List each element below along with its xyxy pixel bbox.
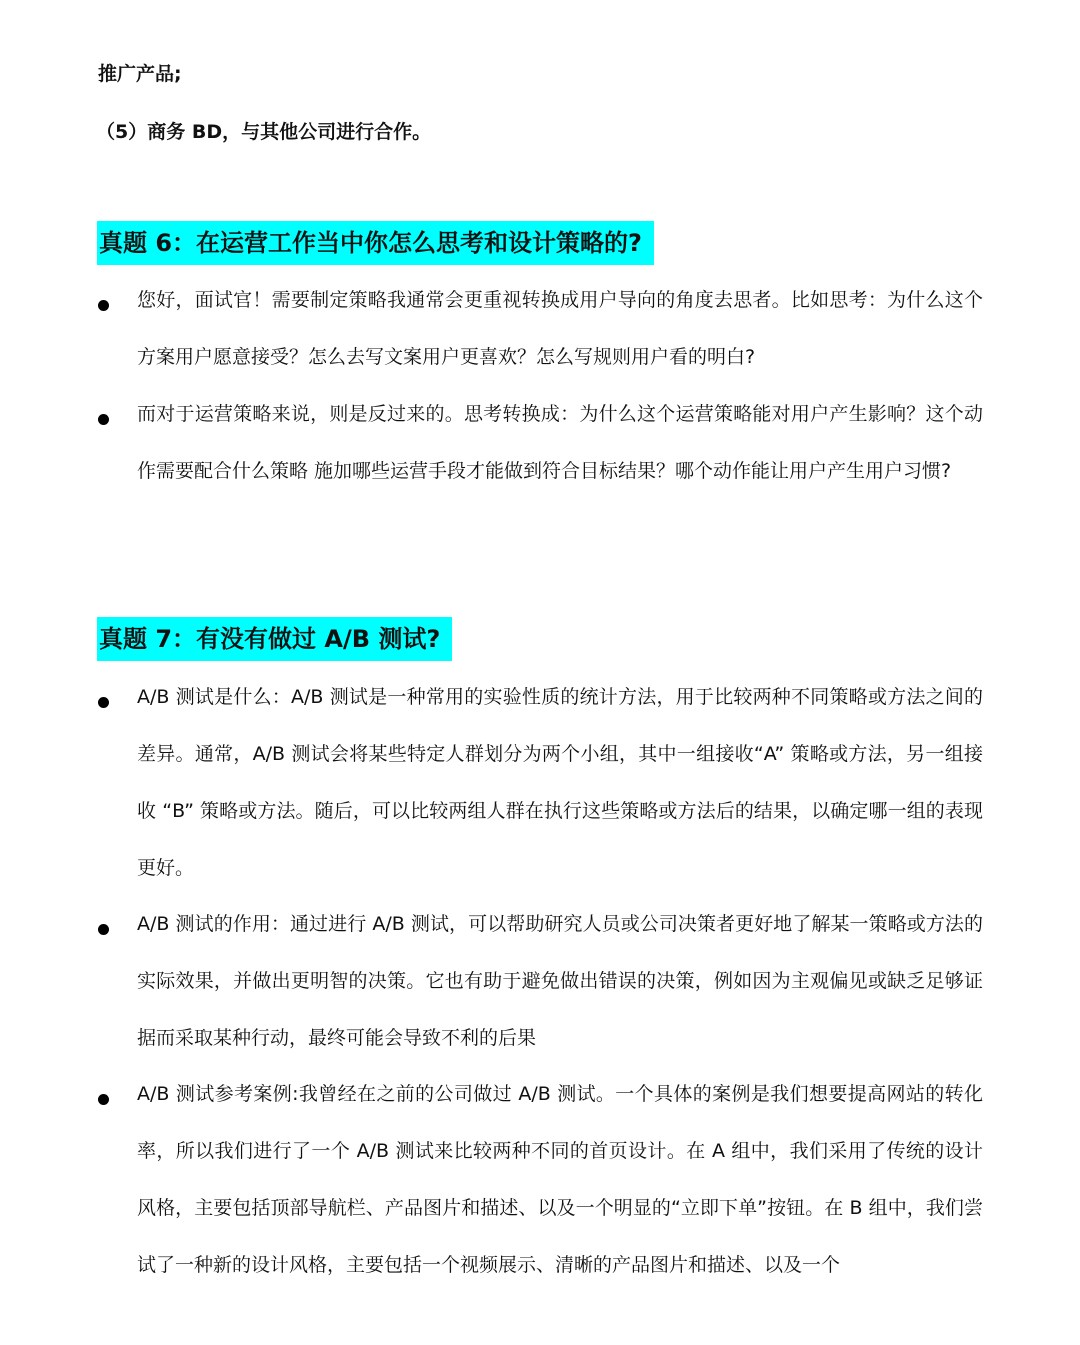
question-6-heading: 真题 6：在运营工作当中你怎么思考和设计策略的? xyxy=(97,221,654,265)
bullet-dot-icon xyxy=(98,1094,109,1105)
bullet-dot-icon xyxy=(98,414,109,425)
bullet-dot-icon xyxy=(98,697,109,708)
bullet-text: A/B 测试参考案例:我曾经在之前的公司做过 A/B 测试。一个具体的案例是我们想要提高网站的转化率，所以我们进行了一个 A/B 测试来比较两种不同的首页设计。在 A 组中，我们采用了传统的设计风格，主要包括顶部导航栏、产品图片和描述、以及一个明显的“立即下单”按钮。在 B 组中，我们尝试了一种新的设计风格，主要包括一个视频展示、清晰的产品图片和描述、以及一个 xyxy=(137,1083,983,1276)
bullet-text: A/B 测试的作用：通过进行 A/B 测试，可以帮助研究人员或公司决策者更好地了解某一策略或方法的实际效果，并做出更明智的决策。它也有助于避免做出错误的决策，例如因为主观偏见或缺乏足够证据而采取某种行动，最终可能会导致不利的后果 xyxy=(137,913,983,1049)
bullet-text: A/B 测试是什么：A/B 测试是一种常用的实验性质的统计方法，用于比较两种不同策略或方法之间的差异。通常，A/B 测试会将某些特定人群划分为两个小组，其中一组接收“A” 策略或方法，另一组接收 “B” 策略或方法。随后，可以比较两组人群在执行这些策略或方法后的结果，以确定哪一组的表现更好。 xyxy=(137,686,983,879)
list-item-5: （5）商务 BD，与其他公司进行合作。 xyxy=(96,121,432,143)
continued-text-line: 推广产品; xyxy=(98,63,182,85)
bullet-dot-icon xyxy=(98,924,109,935)
question-7-heading: 真题 7：有没有做过 A/B 测试? xyxy=(97,617,452,661)
bullet-text: 您好，面试官！需要制定策略我通常会更重视转换成用户导向的角度去思者。比如思考：为什么这个方案用户愿意接受？怎么去写文案用户更喜欢？怎么写规则用户看的明白? xyxy=(137,289,983,368)
bullet-text: 而对于运营策略来说，则是反过来的。思考转换成：为什么这个运营策略能对用户产生影响？这个动作需要配合什么策略 施加哪些运营手段才能做到符合目标结果？哪个动作能让用户产生用户习惯? xyxy=(137,403,983,482)
bullet-dot-icon xyxy=(98,300,109,311)
